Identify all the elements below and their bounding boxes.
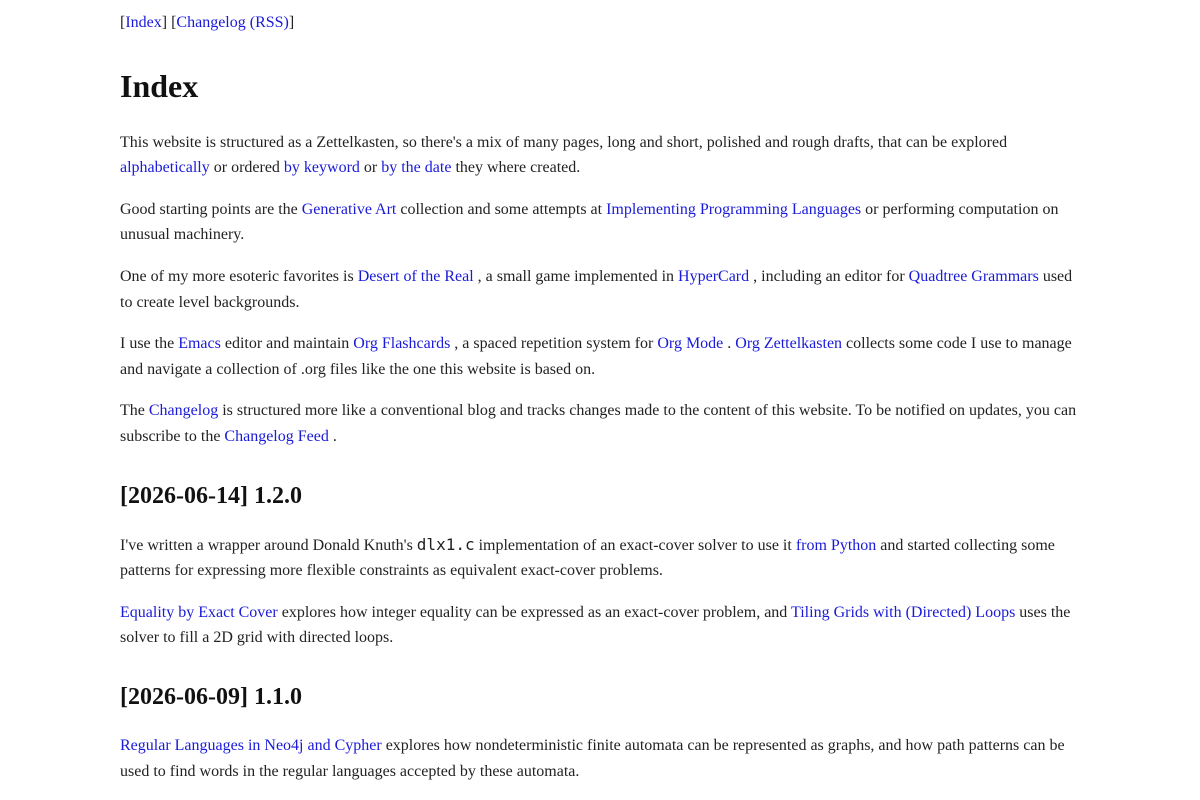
from-python-link[interactable]: from Python [795,536,877,554]
emacs-link[interactable]: Emacs [178,335,221,353]
implementing-programming-languages-link[interactable]: Implementing Programming Languages [606,200,862,218]
text: collection and some attempts at [396,200,607,218]
nav-changelog-rss-link[interactable]: Changelog (RSS) [176,14,289,31]
text: is structured more like a conventional blog and tracks changes made to the content of this website. To be notified on updates, you can subscribe to the [120,402,1077,445]
changelog-entry-heading: [2026-06-09] 1.1.0 [120,683,302,710]
text: or ordered [209,159,284,177]
hypercard-link[interactable]: HyperCard [678,267,750,285]
text: or [359,159,382,177]
text: explores how nondeterministic finite automata can be represented as graphs, and how path patterns can be used to find words in the regular languages accepted by these automata. [120,736,1065,780]
org-flashcards-link[interactable]: Org Flashcards [353,335,451,353]
desert-of-the-real-link[interactable]: Desert of the Real [357,267,474,285]
text: and started collecting some patterns for expressing more flexible constraints as equivalent exact-cover problems. [120,536,1055,580]
alphabetically-link[interactable]: alphabetically [120,159,210,177]
by-keyword-link[interactable]: by keyword [283,159,360,177]
text: explores how integer equality can be expressed as an exact-cover problem, and [277,603,792,621]
intro-paragraph-favorites [120,264,1080,315]
changelog-entry-paragraph [120,600,1080,651]
org-mode-link[interactable]: Org Mode [657,335,724,353]
changelog-entry-paragraph [120,733,1080,784]
text: or performing computation on unusual machinery. [120,200,1059,244]
text: , a small game implemented in [473,267,679,285]
tiling-grids-link[interactable]: Tiling Grids with (Directed) Loops [791,603,1016,621]
intro-paragraph-starting-points [120,197,1080,248]
intro-paragraph-zettelkasten [120,130,1080,181]
text: collects some code I use to manage and navigate a collection of .org files like the one this website is based on. [120,335,1072,378]
inline-code: dlx1.c [416,534,475,554]
changelog-feed-link[interactable]: Changelog Feed [224,427,329,445]
org-zettelkasten-link[interactable]: Org Zettelkasten [735,335,843,353]
text: I use the [120,335,179,353]
nav-index-link[interactable]: Index [125,14,162,31]
text: . [328,427,337,445]
text: they where created. [451,159,581,177]
intro-paragraph-emacs [120,331,1080,382]
text: used to create level backgrounds. [120,267,1073,311]
by-date-link[interactable]: by the date [381,159,452,177]
intro-paragraph-changelog [120,398,1080,449]
page-title: Index [120,67,199,104]
changelog-entry-heading: [2026-06-14] 1.2.0 [120,482,302,509]
text: editor and maintain [220,335,354,353]
generative-art-link[interactable]: Generative Art [301,200,397,218]
text: One of my more esoteric favorites is [120,267,358,285]
text: I've written a wrapper around Donald Knuth's [120,536,417,554]
quadtree-grammars-link[interactable]: Quadtree Grammars [908,267,1039,285]
changelog-entry-paragraph [120,532,1080,584]
regular-languages-neo4j-link[interactable]: Regular Languages in Neo4j and Cypher [120,736,382,754]
text: implementation of an exact-cover solver to use it [474,536,796,554]
equality-by-exact-cover-link[interactable]: Equality by Exact Cover [120,603,278,621]
text: , including an editor for [749,267,909,285]
top-nav: [Index] [Changelog (RSS)] [120,14,295,31]
text: . [723,335,736,353]
changelog-link[interactable]: Changelog [148,402,219,420]
text: Good starting points are the [120,200,302,218]
page-content [120,0,1080,784]
text: uses the solver to fill a 2D grid with directed loops. [120,603,1071,647]
text: The [120,402,149,420]
text: , a spaced repetition system for [450,335,658,353]
text: This website is structured as a Zettelkasten, so there's a mix of many pages, long and short, polished and rough drafts, that can be explored [120,133,1008,151]
